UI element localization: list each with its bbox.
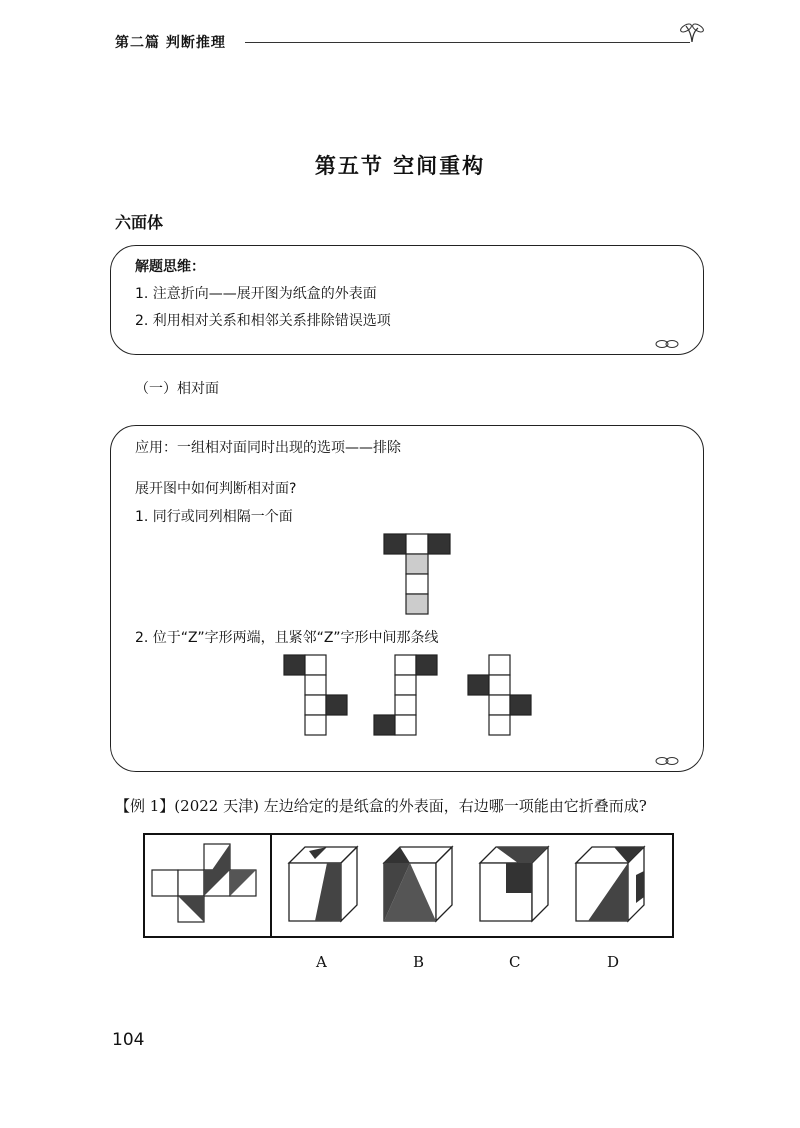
page-number: 104	[112, 1030, 145, 1050]
section-title: 第五节 空间重构	[314, 153, 486, 178]
rule-1: 1. 同行或同列相隔一个面	[135, 509, 293, 525]
z-net-figure-2	[374, 655, 440, 739]
question-text: 展开图中如何判断相对面?	[135, 481, 297, 497]
rule-2: 2. 位于“Z”字形两端，且紧邻“Z”字形中间那条线	[135, 630, 439, 646]
running-header: 第二篇 判断推理	[115, 35, 226, 51]
z-net-figure-1	[284, 655, 350, 739]
option-d-label[interactable]: D	[607, 953, 620, 971]
subheading: （一）相对面	[135, 381, 219, 397]
example-question: 【例 1】(2022 天津) 左边给定的是纸盒的外表面，右边哪一项能由它折叠而成?	[115, 797, 647, 815]
option-a-label[interactable]: A	[316, 953, 327, 971]
tip-item: 1. 注意折向——展开图为纸盒的外表面	[135, 286, 377, 302]
option-b-label[interactable]: B	[413, 953, 425, 971]
option-d-cube[interactable]	[574, 845, 646, 923]
option-c-label[interactable]: C	[509, 953, 521, 971]
t-net-figure	[384, 534, 450, 616]
header-rule	[245, 42, 690, 43]
leaf-icon	[655, 338, 679, 350]
option-c-cube[interactable]	[478, 845, 550, 923]
tip-item: 2. 利用相对关系和相邻关系排除错误选项	[135, 313, 391, 329]
tips-title: 解题思维：	[135, 259, 205, 275]
z-net-figure-3	[468, 655, 534, 739]
topic-heading: 六面体	[115, 213, 164, 232]
option-b-cube[interactable]	[382, 845, 454, 923]
sprout-icon	[678, 20, 708, 44]
example-net	[152, 842, 262, 926]
apply-text: 应用：一组相对面同时出现的选项——排除	[135, 440, 401, 456]
leaf-icon	[655, 755, 679, 767]
option-a-cube[interactable]	[287, 845, 359, 923]
frame-divider	[270, 833, 272, 936]
